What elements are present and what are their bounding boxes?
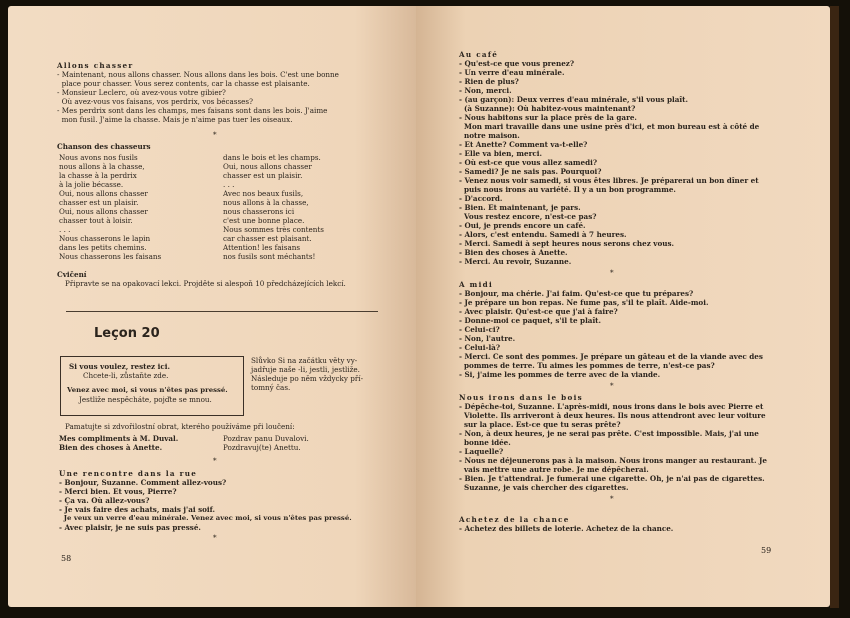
dialogue-line: pommes de terre. Tu aimes les pommes de terre, n'est-ce pas?	[459, 361, 715, 370]
song-title: Chanson des chasseurs	[57, 142, 151, 151]
dialogue-line: - Je prépare un bon repas. Ne fume pas, s'il te plaît. Aide-moi.	[459, 298, 709, 307]
section-title-allons-chasser: Allons chasser	[57, 61, 134, 70]
section-divider	[66, 311, 378, 312]
song-line: Oui, nous allons chasser	[59, 207, 148, 216]
dialogue-line: - Merci. Au revoir, Suzanne.	[459, 257, 572, 266]
phrase-fr: Bien des choses à Anette.	[59, 443, 163, 452]
dialogue-line: - Venez nous voir samedi, si vous êtes libres. Je préparerai un bon dîner et	[459, 176, 759, 185]
lesson-title: Leçon 20	[94, 326, 160, 341]
dialogue-line: mon fusil. J'aime la chasse. Mais je n'aime pas tuer les oiseaux.	[57, 115, 293, 124]
song-line: Nous chasserons les faisans	[59, 252, 162, 261]
dialogue-line: - Merci. Ce sont des pommes. Je prépare un gâteau et de la viande avec des	[459, 352, 763, 361]
dialogue-line: - Mes perdrix sont dans les champs, mes faisans sont dans les bois. J'aime	[57, 106, 328, 115]
song-line: nous allons à la chasse,	[223, 198, 309, 207]
section-title-a-midi: A midi	[459, 280, 493, 289]
dialogue-line: notre maison.	[459, 131, 520, 140]
box-line: Jestliže nespěcháte, pojďte se mnou.	[79, 395, 212, 404]
dialogue-line: - D'accord.	[459, 194, 503, 203]
dialogue-line: - Si, j'aime les pommes de terre avec de la viande.	[459, 370, 661, 379]
dialogue-line: - Dépêche-toi, Suzanne. L'après-midi, nous irons dans le bois avec Pierre et	[459, 402, 764, 411]
song-line: . . .	[59, 225, 71, 234]
page-number: 59	[761, 546, 772, 555]
dialogue-line: Suzanne, je vais chercher des cigarettes.	[459, 483, 629, 492]
dialogue-line: puis nous irons au variété. Il y a un bon programme.	[459, 185, 676, 194]
song-line: dans le bois et les champs.	[223, 153, 321, 162]
separator-star: *	[610, 494, 614, 503]
dialogue-line: - Nous habitons sur la place près de la gare.	[459, 113, 637, 122]
dialogue-line: - Non, merci.	[459, 86, 512, 95]
song-line: nos fusils sont méchants!	[223, 252, 316, 261]
song-line: à la jolie bécasse.	[59, 180, 124, 189]
song-line: nous allons à la chasse,	[59, 162, 145, 171]
separator-star: *	[213, 456, 217, 465]
dialogue-line: - Où est-ce que vous allez samedi?	[459, 158, 598, 167]
dialogue-line: - Alors, c'est entendu. Samedi à 7 heures.	[459, 230, 627, 239]
song-line: nous chasserons ici	[223, 207, 295, 216]
song-line: chasser est un plaisir.	[59, 198, 139, 207]
dialogue-line: - Ça va. Où allez-vous?	[59, 496, 150, 505]
phrase-cz: Pozdravuj(te) Anettu.	[223, 443, 301, 452]
separator-star: *	[213, 533, 217, 542]
dialogue-line: Vous restez encore, n'est-ce pas?	[459, 212, 597, 221]
song-line: chasser tout à loisir.	[59, 216, 133, 225]
note-line: Následuje po něm vždycky pří-	[251, 374, 364, 383]
dialogue-line: - Oui, je prends encore un café.	[459, 221, 586, 230]
right-page	[416, 6, 830, 607]
left-page	[8, 6, 416, 607]
section-title-au-cafe: Au café	[459, 50, 499, 59]
dialogue-line: - Bien. Et maintenant, je pars.	[459, 203, 581, 212]
dialogue-line: - Achetez des billets de loterie. Achetez de la chance.	[459, 524, 674, 533]
song-line: Nous sommes très contents	[223, 225, 324, 234]
box-line: Si vous voulez, restez ici.	[69, 362, 170, 371]
section-title-bois: Nous irons dans le bois	[459, 393, 583, 402]
section-title-rencontre: Une rencontre dans la rue	[59, 469, 198, 478]
dialogue-line: - Bien des choses à Anette.	[459, 248, 568, 257]
separator-star: *	[213, 130, 217, 139]
note-line: Slůvko Si na začátku věty vy-	[251, 356, 358, 365]
song-line: Nous avons nos fusils	[59, 153, 138, 162]
dialogue-line: - Laquelle?	[459, 447, 504, 456]
dialogue-line: - Qu'est-ce que vous prenez?	[459, 59, 575, 68]
dialogue-line: - Monsieur Leclerc, où avez-vous votre gibier?	[57, 88, 226, 97]
song-line: Oui, nous allons chasser	[59, 189, 148, 198]
song-line: Attention! les faisans	[223, 243, 301, 252]
dialogue-line: - Elle va bien, merci.	[459, 149, 542, 158]
dialogue-line: - Je vais faire des achats, mais j'ai soif.	[59, 505, 215, 514]
dialogue-line: - Celui-ci?	[459, 325, 500, 334]
dialogue-line: - Un verre d'eau minérale.	[459, 68, 565, 77]
song-line: c'est une bonne place.	[223, 216, 305, 225]
dialogue-line: - Avec plaisir, je ne suis pas pressé.	[59, 523, 201, 532]
dialogue-line: - Celui-là?	[459, 343, 501, 352]
dialogue-line: - Samedi? Je ne sais pas. Pourquoi?	[459, 167, 602, 176]
dialogue-line: Où avez-vous vos faisans, vos perdrix, vos bécasses?	[57, 97, 253, 106]
dialogue-line: (à Suzanne): Où habitez-vous maintenant?	[459, 104, 636, 113]
dialogue-line: - (au garçon): Deux verres d'eau minérale, s'il vous plaît.	[459, 95, 688, 104]
exercise-title: Cvičení	[57, 270, 87, 279]
box-line: Chcete-li, zůstaňte zde.	[83, 371, 169, 380]
book-edge	[830, 6, 839, 608]
dialogue-line: - Bonjour, ma chérie. J'ai faim. Qu'est-ce que tu prépares?	[459, 289, 694, 298]
note-line: jadřuje naše -li, jestli, jestliže.	[251, 365, 360, 374]
song-line: dans les petits chemins.	[59, 243, 147, 252]
dialogue-line: bonne idée.	[459, 438, 511, 447]
song-line: Oui, nous allons chasser	[223, 162, 312, 171]
dialogue-line: Violette. Ils arriveront à deux heures. Ils nous attendront avec leur voiture	[459, 411, 766, 420]
dialogue-line: sur la place. Est-ce que tu seras prête?	[459, 420, 621, 429]
dialogue-line: - Avec plaisir. Qu'est-ce que j'ai à faire?	[459, 307, 618, 316]
phrase-intro: Pamatujte si zdvořilostní obrat, kterého používáme při loučení:	[65, 422, 295, 431]
song-line: car chasser est plaisant.	[223, 234, 312, 243]
box-line: Venez avec moi, si vous n'êtes pas pressé.	[67, 386, 228, 394]
song-line: . . .	[223, 180, 235, 189]
dialogue-line: - Donne-moi ce paquet, s'il te plaît.	[459, 316, 602, 325]
song-line: la chasse à la perdrix	[59, 171, 137, 180]
separator-star: *	[610, 381, 614, 390]
dialogue-line: - Rien de plus?	[459, 77, 519, 86]
dialogue-line: - Bonjour, Suzanne. Comment allez-vous?	[59, 478, 227, 487]
dialogue-line: Mon mari travaille dans une usine près d'ici, et mon bureau est à côté de	[459, 122, 760, 131]
dialogue-line: vais mettre une autre robe. Je me dépêcherai.	[459, 465, 649, 474]
dialogue-line: - Merci bien. Et vous, Pierre?	[59, 487, 177, 496]
dialogue-line: - Non, l'autre.	[459, 334, 516, 343]
phrase-cz: Pozdrav panu Duvalovi.	[223, 434, 309, 443]
dialogue-line: - Merci. Samedi à sept heures nous serons chez vous.	[459, 239, 675, 248]
grammar-box	[60, 356, 244, 416]
dialogue-line: - Non, à deux heures, je ne serai pas prête. C'est impossible. Mais, j'ai une	[459, 429, 759, 438]
page-number: 58	[61, 554, 72, 563]
song-line: Avec nos beaux fusils,	[223, 189, 304, 198]
separator-star: *	[610, 268, 614, 277]
phrase-fr: Mes compliments à M. Duval.	[59, 434, 179, 443]
dialogue-line: place pour chasser. Vous serez contents, car la chasse est plaisante.	[57, 79, 310, 88]
dialogue-line: Je veux un verre d'eau minérale. Venez avec moi, si vous n'êtes pas pressé.	[59, 514, 352, 522]
dialogue-line: - Maintenant, nous allons chasser. Nous allons dans les bois. C'est une bonne	[57, 70, 339, 79]
song-line: chasser est un plaisir.	[223, 171, 303, 180]
exercise-text: Připravte se na opakovací lekci. Projděte si alespoň 10 předcházejících lekcí.	[65, 279, 346, 288]
dialogue-line: - Nous ne déjeunerons pas à la maison. Nous irons manger au restaurant. Je	[459, 456, 767, 465]
note-line: tomný čas.	[251, 383, 291, 392]
dialogue-line: - Bien. Je t'attendrai. Je fumerai une cigarette. Oh, je n'ai pas de cigarettes.	[459, 474, 765, 483]
song-line: Nous chasserons le lapin	[59, 234, 151, 243]
section-title-chance: Achetez de la chance	[459, 515, 570, 524]
dialogue-line: - Et Anette? Comment va-t-elle?	[459, 140, 588, 149]
